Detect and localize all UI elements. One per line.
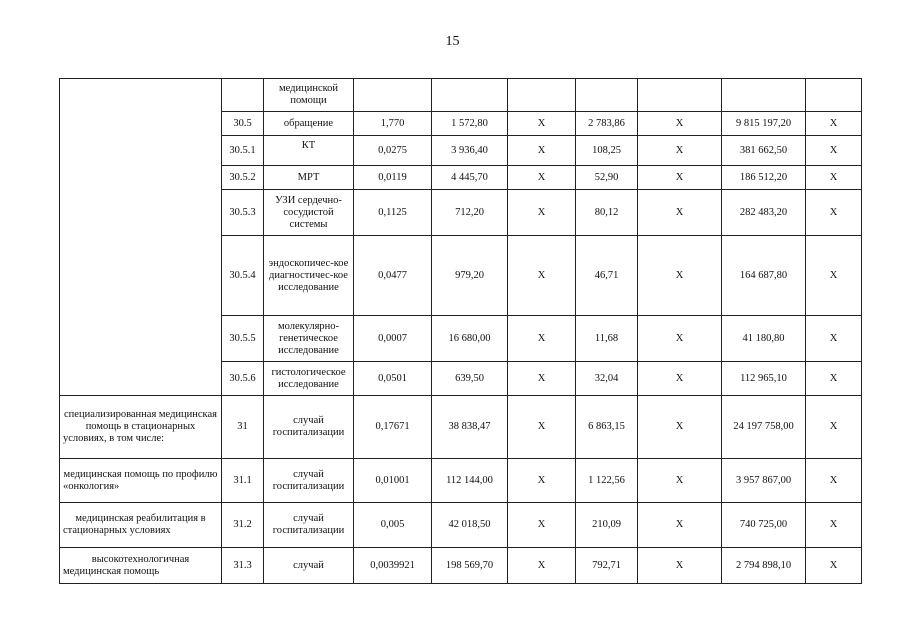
row-c6: 381 662,50 bbox=[722, 136, 806, 166]
row-unit: случай госпитализации bbox=[264, 396, 354, 459]
row-c2: 16 680,00 bbox=[432, 316, 508, 362]
row-name: высокотехнологичная медицинская помощь bbox=[60, 548, 222, 584]
row-unit: обращение bbox=[264, 112, 354, 136]
row-c7: X bbox=[806, 190, 862, 236]
row-code: 31 bbox=[222, 396, 264, 459]
row-c4: 11,68 bbox=[576, 316, 638, 362]
row-c3: X bbox=[508, 548, 576, 584]
row-c3: X bbox=[508, 316, 576, 362]
row-c6: 112 965,10 bbox=[722, 362, 806, 396]
row-code bbox=[222, 79, 264, 112]
row-c1: 0,01001 bbox=[354, 459, 432, 503]
row-c5: X bbox=[638, 503, 722, 548]
row-unit: эндоскопичес-кое диагностичес-кое исследование bbox=[264, 236, 354, 316]
row-c2 bbox=[432, 79, 508, 112]
row-code: 31.1 bbox=[222, 459, 264, 503]
row-c4: 792,71 bbox=[576, 548, 638, 584]
row-c7: X bbox=[806, 316, 862, 362]
row-c2: 979,20 bbox=[432, 236, 508, 316]
row-c5: X bbox=[638, 166, 722, 190]
row-unit: случай госпитализации bbox=[264, 503, 354, 548]
row-c6 bbox=[722, 79, 806, 112]
row-name: медицинская помощь по профилю «онкология» bbox=[60, 459, 222, 503]
row-c7: X bbox=[806, 112, 862, 136]
row-c2: 3 936,40 bbox=[432, 136, 508, 166]
row-unit: гистологическое исследование bbox=[264, 362, 354, 396]
row-c5: X bbox=[638, 112, 722, 136]
row-c2: 112 144,00 bbox=[432, 459, 508, 503]
row-unit: МРТ bbox=[264, 166, 354, 190]
row-code: 30.5 bbox=[222, 112, 264, 136]
row-c2: 639,50 bbox=[432, 362, 508, 396]
row-c1: 0,0275 bbox=[354, 136, 432, 166]
row-c5: X bbox=[638, 190, 722, 236]
row-c5: X bbox=[638, 236, 722, 316]
row-c3: X bbox=[508, 362, 576, 396]
row-c1: 0,0039921 bbox=[354, 548, 432, 584]
row-c1: 0,0477 bbox=[354, 236, 432, 316]
row-c4: 32,04 bbox=[576, 362, 638, 396]
row-code: 30.5.4 bbox=[222, 236, 264, 316]
row-c3: X bbox=[508, 459, 576, 503]
row-c4: 6 863,15 bbox=[576, 396, 638, 459]
row-c7: X bbox=[806, 236, 862, 316]
row-c4: 210,09 bbox=[576, 503, 638, 548]
row-unit: КТ bbox=[264, 136, 354, 166]
row-c2: 1 572,80 bbox=[432, 112, 508, 136]
row-c6: 164 687,80 bbox=[722, 236, 806, 316]
row-code: 30.5.3 bbox=[222, 190, 264, 236]
row-c2: 42 018,50 bbox=[432, 503, 508, 548]
row-c3: X bbox=[508, 136, 576, 166]
row-c6: 41 180,80 bbox=[722, 316, 806, 362]
row-unit: случай госпитализации bbox=[264, 459, 354, 503]
row-c2: 198 569,70 bbox=[432, 548, 508, 584]
row-c7: X bbox=[806, 362, 862, 396]
row-name: специализированная медицинская помощь в стационарных условиях, в том числе: bbox=[60, 396, 222, 459]
row-c3: X bbox=[508, 503, 576, 548]
row-c1 bbox=[354, 79, 432, 112]
table-row bbox=[60, 79, 862, 112]
row-c6: 3 957 867,00 bbox=[722, 459, 806, 503]
row-c1: 0,005 bbox=[354, 503, 432, 548]
tariff-table bbox=[59, 78, 862, 584]
row-c6: 24 197 758,00 bbox=[722, 396, 806, 459]
row-c6: 9 815 197,20 bbox=[722, 112, 806, 136]
row-c5: X bbox=[638, 396, 722, 459]
row-c7 bbox=[806, 79, 862, 112]
row-c3: X bbox=[508, 236, 576, 316]
row-c1: 0,17671 bbox=[354, 396, 432, 459]
row-c1: 0,0119 bbox=[354, 166, 432, 190]
row-c3: X bbox=[508, 396, 576, 459]
row-c7: X bbox=[806, 548, 862, 584]
row-unit: медицинской помощи bbox=[264, 79, 354, 112]
row-c3: X bbox=[508, 166, 576, 190]
row-c6: 740 725,00 bbox=[722, 503, 806, 548]
table-row bbox=[60, 548, 862, 584]
page-number: 15 bbox=[445, 34, 460, 49]
row-code: 30.5.2 bbox=[222, 166, 264, 190]
row-c6: 186 512,20 bbox=[722, 166, 806, 190]
table-row bbox=[60, 503, 862, 548]
row-code: 31.3 bbox=[222, 548, 264, 584]
row-name: медицинская реабилитация в стационарных условиях bbox=[60, 503, 222, 548]
row-c4 bbox=[576, 79, 638, 112]
row-c7: X bbox=[806, 503, 862, 548]
row-c3: X bbox=[508, 112, 576, 136]
row-c5: X bbox=[638, 548, 722, 584]
row-unit: УЗИ сердечно-сосудистой системы bbox=[264, 190, 354, 236]
row-c4: 80,12 bbox=[576, 190, 638, 236]
row-c2: 712,20 bbox=[432, 190, 508, 236]
row-c7: X bbox=[806, 396, 862, 459]
row-c2: 38 838,47 bbox=[432, 396, 508, 459]
row-c5: X bbox=[638, 459, 722, 503]
row-c1: 0,1125 bbox=[354, 190, 432, 236]
row-c6: 282 483,20 bbox=[722, 190, 806, 236]
row-name-cell bbox=[60, 79, 222, 396]
row-c2: 4 445,70 bbox=[432, 166, 508, 190]
row-c5 bbox=[638, 79, 722, 112]
row-code: 30.5.5 bbox=[222, 316, 264, 362]
row-c7: X bbox=[806, 459, 862, 503]
row-c4: 46,71 bbox=[576, 236, 638, 316]
row-unit: молекулярно-генетическое исследование bbox=[264, 316, 354, 362]
row-c1: 1,770 bbox=[354, 112, 432, 136]
row-c4: 52,90 bbox=[576, 166, 638, 190]
row-code: 30.5.6 bbox=[222, 362, 264, 396]
row-c7: X bbox=[806, 136, 862, 166]
row-c5: X bbox=[638, 316, 722, 362]
row-c3 bbox=[508, 79, 576, 112]
row-code: 31.2 bbox=[222, 503, 264, 548]
row-c1: 0,0501 bbox=[354, 362, 432, 396]
row-c3: X bbox=[508, 190, 576, 236]
row-c4: 108,25 bbox=[576, 136, 638, 166]
row-c4: 1 122,56 bbox=[576, 459, 638, 503]
row-c5: X bbox=[638, 362, 722, 396]
row-c4: 2 783,86 bbox=[576, 112, 638, 136]
row-c1: 0,0007 bbox=[354, 316, 432, 362]
row-code: 30.5.1 bbox=[222, 136, 264, 166]
table-row bbox=[60, 396, 862, 459]
row-c7: X bbox=[806, 166, 862, 190]
row-unit: случай bbox=[264, 548, 354, 584]
row-c5: X bbox=[638, 136, 722, 166]
row-c6: 2 794 898,10 bbox=[722, 548, 806, 584]
table-row bbox=[60, 459, 862, 503]
